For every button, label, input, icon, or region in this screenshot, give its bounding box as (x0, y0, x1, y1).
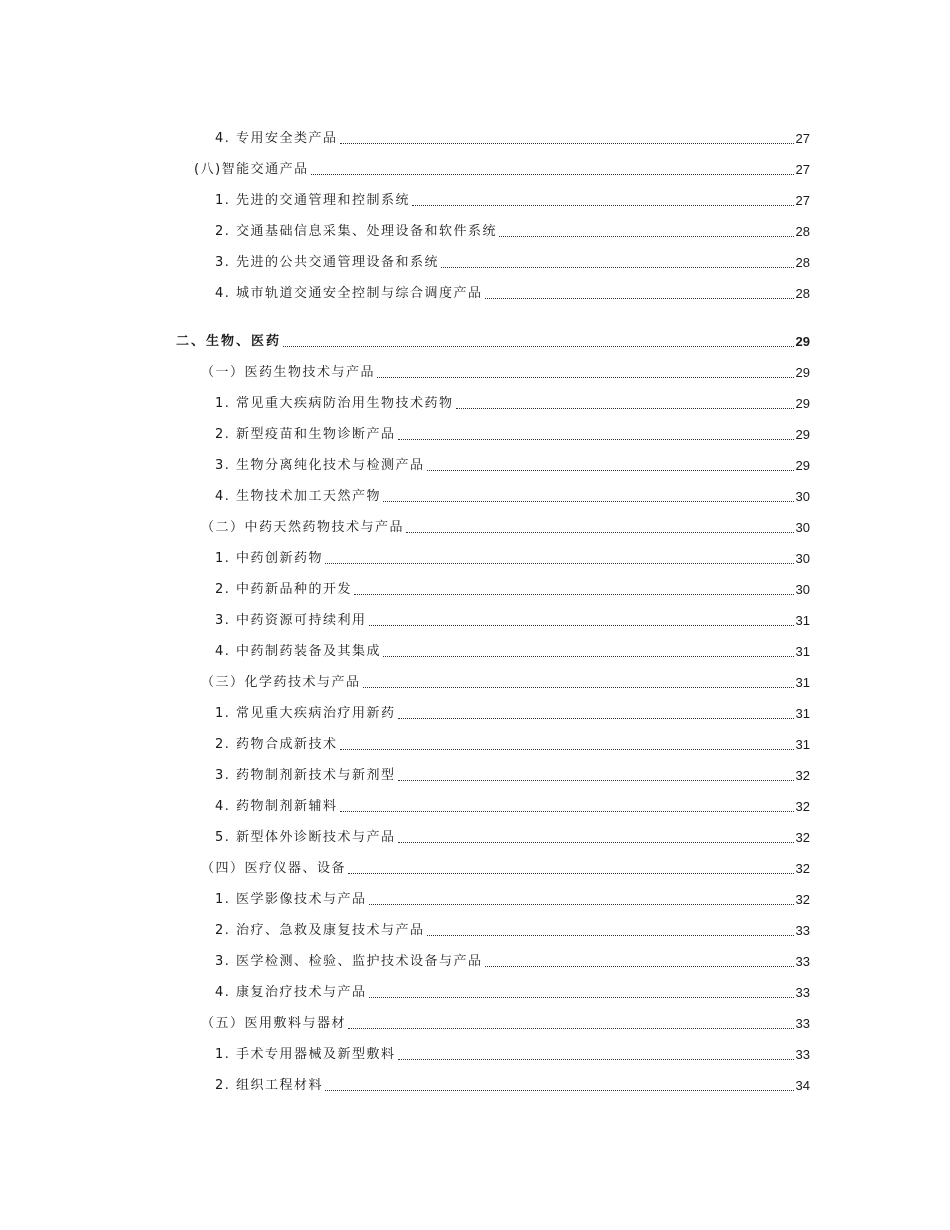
toc-page-number: 33 (795, 1016, 810, 1031)
toc-page-number: 29 (795, 458, 810, 473)
toc-entry-title: (八)智能交通产品 (194, 162, 309, 177)
toc-entry-title: 4. 专用安全类产品 (215, 131, 338, 146)
toc-entry-title: 4. 中药制药装备及其集成 (215, 644, 382, 659)
toc-entry-title: 2. 组织工程材料 (215, 1078, 324, 1093)
toc-entry[interactable] (0, 271, 950, 302)
toc-entry-title: 3. 药物制剂新技术与新剂型 (215, 768, 396, 783)
toc-entry-title: 3. 生物分离纯化技术与检测产品 (215, 458, 425, 473)
toc-dot-leader (427, 919, 794, 936)
toc-dot-leader (369, 609, 794, 626)
toc-entry-title: （四）医疗仪器、设备 (201, 861, 347, 876)
toc-page-number: 31 (795, 675, 810, 690)
toc-entry[interactable] (0, 939, 950, 970)
toc-page-number: 33 (795, 954, 810, 969)
toc-entry-title: （二）中药天然药物技术与产品 (201, 520, 405, 535)
toc-entry[interactable] (0, 443, 950, 474)
toc-page-number: 33 (795, 1047, 810, 1062)
toc-entry[interactable] (0, 350, 950, 381)
toc-entry-title: 4. 城市轨道交通安全控制与综合调度产品 (215, 286, 483, 301)
toc-page-number: 32 (795, 892, 810, 907)
toc-page-number: 29 (795, 334, 810, 349)
toc-entry[interactable] (0, 877, 950, 908)
toc-page-number: 30 (795, 551, 810, 566)
toc-entry-title: 3. 先进的公共交通管理设备和系统 (215, 255, 440, 270)
toc-page-number: 27 (795, 162, 810, 177)
toc-dot-leader (398, 1043, 794, 1060)
toc-page-number: 27 (795, 131, 810, 146)
toc-page-number: 28 (795, 224, 810, 239)
toc-dot-leader (283, 330, 794, 347)
toc-dot-leader (485, 282, 794, 299)
toc-entry-title: 4. 康复治疗技术与产品 (215, 985, 367, 1000)
toc-entry[interactable] (0, 567, 950, 598)
toc-dot-leader (340, 127, 794, 144)
toc-dot-leader (325, 1074, 793, 1091)
toc-dot-leader (398, 826, 794, 843)
toc-page-number: 33 (795, 923, 810, 938)
toc-entry[interactable] (0, 784, 950, 815)
toc-entry-title: 2. 治疗、急救及康复技术与产品 (215, 923, 425, 938)
toc-entry-title: 2. 交通基础信息采集、处理设备和软件系统 (215, 224, 498, 239)
toc-entry[interactable] (0, 240, 950, 271)
table-of-contents (0, 116, 950, 1094)
toc-dot-leader (406, 516, 794, 533)
toc-dot-leader (398, 764, 794, 781)
toc-dot-leader (441, 251, 793, 268)
toc-entry[interactable] (0, 319, 950, 350)
toc-entry[interactable] (0, 660, 950, 691)
toc-entry[interactable] (0, 846, 950, 877)
toc-entry[interactable] (0, 116, 950, 147)
toc-dot-leader (340, 733, 794, 750)
toc-entry[interactable] (0, 536, 950, 567)
toc-entry[interactable] (0, 505, 950, 536)
toc-dot-leader (369, 888, 794, 905)
toc-entry-title: 1. 医学影像技术与产品 (215, 892, 367, 907)
toc-dot-leader (427, 454, 794, 471)
toc-entry[interactable] (0, 815, 950, 846)
toc-dot-leader (383, 640, 793, 657)
toc-entry[interactable] (0, 691, 950, 722)
toc-entry[interactable] (0, 598, 950, 629)
toc-entry[interactable] (0, 722, 950, 753)
toc-entry-title: 2. 中药新品种的开发 (215, 582, 353, 597)
toc-page-number: 31 (795, 644, 810, 659)
toc-page-number: 30 (795, 582, 810, 597)
toc-entry[interactable] (0, 178, 950, 209)
toc-page-number: 29 (795, 396, 810, 411)
toc-dot-leader (377, 361, 794, 378)
toc-entry-title: （五）医用敷料与器材 (201, 1016, 347, 1031)
toc-page-number: 29 (795, 365, 810, 380)
toc-entry-title: 1. 中药创新药物 (215, 551, 324, 566)
toc-dot-leader (499, 220, 793, 237)
toc-dot-leader (340, 795, 794, 812)
toc-entry[interactable] (0, 381, 950, 412)
toc-entry[interactable] (0, 908, 950, 939)
toc-entry-title: 4. 生物技术加工天然产物 (215, 489, 382, 504)
toc-dot-leader (363, 671, 794, 688)
toc-page-number: 31 (795, 737, 810, 752)
toc-entry[interactable] (0, 753, 950, 784)
toc-dot-leader (348, 1012, 794, 1029)
toc-entry-title: 3. 医学检测、检验、监护技术设备与产品 (215, 954, 483, 969)
toc-entry-title: 1. 常见重大疾病防治用生物技术药物 (215, 396, 454, 411)
toc-dot-leader (354, 578, 793, 595)
toc-entry[interactable] (0, 474, 950, 505)
toc-page-number: 32 (795, 861, 810, 876)
toc-dot-leader (369, 981, 794, 998)
toc-page-number: 27 (795, 193, 810, 208)
toc-page-number: 31 (795, 613, 810, 628)
toc-page-number: 30 (795, 520, 810, 535)
toc-page-number: 29 (795, 427, 810, 442)
toc-entry-title: 1. 手术专用器械及新型敷料 (215, 1047, 396, 1062)
toc-entry[interactable] (0, 412, 950, 443)
toc-entry-title: 5. 新型体外诊断技术与产品 (215, 830, 396, 845)
toc-dot-leader (348, 857, 794, 874)
toc-dot-leader (412, 189, 793, 206)
toc-entry[interactable] (0, 147, 950, 178)
toc-dot-leader (398, 423, 794, 440)
toc-page-number: 32 (795, 768, 810, 783)
toc-dot-leader (325, 547, 793, 564)
toc-entry[interactable] (0, 1063, 950, 1094)
toc-dot-leader (456, 392, 794, 409)
toc-dot-leader (383, 485, 793, 502)
toc-dot-leader (311, 158, 794, 175)
toc-entry[interactable] (0, 970, 950, 1001)
toc-page-number: 32 (795, 799, 810, 814)
toc-entry-title: 二、生物、医药 (176, 334, 282, 349)
toc-entry-title: 4. 药物制剂新辅料 (215, 799, 338, 814)
toc-dot-leader (485, 950, 794, 967)
toc-entry-title: 2. 药物合成新技术 (215, 737, 338, 752)
toc-dot-leader (398, 702, 794, 719)
toc-entry-title: 3. 中药资源可持续利用 (215, 613, 367, 628)
toc-entry-title: （三）化学药技术与产品 (201, 675, 361, 690)
toc-entry-title: 1. 先进的交通管理和控制系统 (215, 193, 411, 208)
toc-page-number: 28 (795, 286, 810, 301)
toc-page-number: 31 (795, 706, 810, 721)
toc-entry[interactable] (0, 1001, 950, 1032)
toc-entry-title: 2. 新型疫苗和生物诊断产品 (215, 427, 396, 442)
toc-page-number: 32 (795, 830, 810, 845)
toc-page-number: 33 (795, 985, 810, 1000)
toc-entry-title: 1. 常见重大疾病治疗用新药 (215, 706, 396, 721)
toc-page-number: 34 (795, 1078, 810, 1093)
toc-entry-title: （一）医药生物技术与产品 (201, 365, 376, 380)
toc-entry[interactable] (0, 629, 950, 660)
toc-entry[interactable] (0, 209, 950, 240)
toc-page-number: 28 (795, 255, 810, 270)
toc-entry[interactable] (0, 1032, 950, 1063)
toc-page-number: 30 (795, 489, 810, 504)
